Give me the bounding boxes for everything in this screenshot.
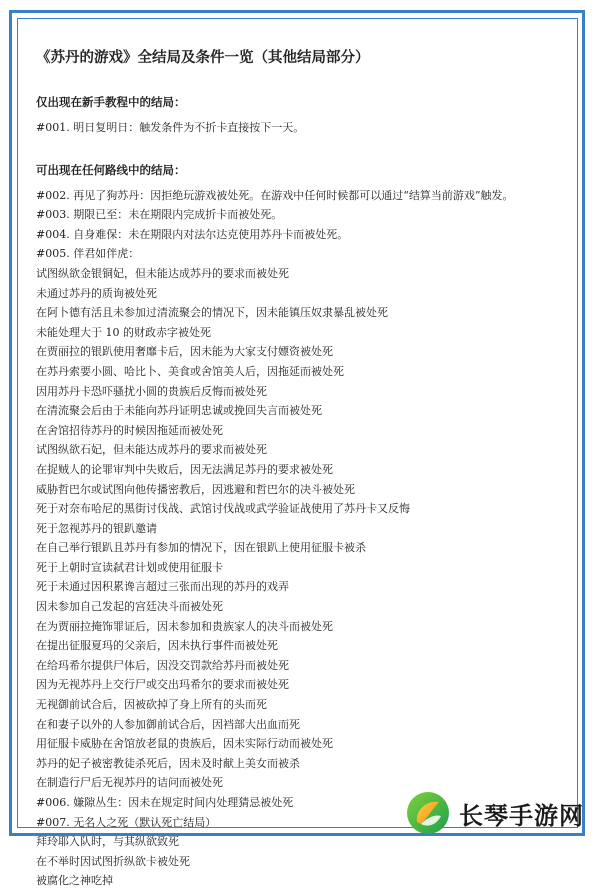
ending-line: 死于未通过因积累谗言超过三张而出现的苏丹的戏弄: [36, 580, 289, 594]
section-list-any-route: [36, 186, 581, 891]
ending-line: #006. 嫌隙丛生：因未在规定时间内处理猜忌被处死: [36, 796, 294, 809]
ending-line: 苏丹的妃子被密教徒杀死后，因未及时献上美女而被杀: [36, 756, 300, 770]
ending-line: 在为贾丽拉掩饰罪证后，因未参加和贵族家人的决斗而被处死: [36, 619, 333, 633]
ending-line: 无视御前试合后，因被砍掉了身上所有的头而死: [36, 698, 267, 712]
site-logo-icon: [405, 790, 451, 836]
ending-line: 在制造行尸后无视苏丹的诘问而被处死: [36, 776, 223, 790]
ending-line: #001. 明日复明日：触发条件为不折卡直接按下一天。: [36, 121, 305, 134]
ending-line: 拜玲耶入队时，与其纵欲致死: [36, 835, 179, 849]
ending-line: 在舍馆招待苏丹的时候因拖延而被处死: [36, 423, 223, 437]
ending-line: 被腐化之神吃掉: [36, 874, 113, 888]
ending-line: 死于对奈布哈尼的黑街讨伐战、武馆讨伐战或武学验证战使用了苏丹卡又反悔: [36, 502, 410, 516]
document-content: [36, 48, 581, 891]
ending-line: 威胁哲巴尔或试图向他传播密教后，因逃避和哲巴尔的决斗被处死: [36, 482, 355, 496]
ending-line: 在贾丽拉的银趴使用奢靡卡后，因未能为大家支付嫖资被处死: [36, 345, 333, 359]
ending-line: 在捉贼人的论罪审判中失败后，因无法满足苏丹的要求被处死: [36, 462, 333, 476]
ending-line: 在阿卜德有活且未参加过清流聚会的情况下，因未能镇压奴隶暴乱被处死: [36, 306, 388, 320]
ending-line: 死于上朝时宣读弑君计划或使用征服卡: [36, 560, 223, 574]
ending-line: #003. 期限已至：未在期限内完成折卡而被处死。: [36, 208, 283, 222]
ending-line: 在和妻子以外的人参加御前试合后，因裆部大出血而死: [36, 717, 300, 731]
watermark-text: 长琴手游网: [459, 801, 584, 830]
ending-line: 因为无视苏丹上交行尸或交出玛希尔的要求而被处死: [36, 678, 289, 692]
ending-line: 用征服卡威胁在舍馆放老鼠的贵族后，因未实际行动而被处死: [36, 737, 333, 751]
ending-line: 未通过苏丹的质询被处死: [36, 286, 157, 300]
section-list-tutorial: [36, 118, 581, 138]
section-heading-any-route: 可出现在任何路线中的结局：: [36, 162, 186, 177]
ending-line: 在给玛希尔提供尸体后，因没交罚款给苏丹而被处死: [36, 658, 289, 672]
ending-line: 因用苏丹卡恐吓骚扰小圆的贵族后反悔而被处死: [36, 384, 267, 398]
ending-line: #007. 无名人之死（默认死亡结局）: [36, 815, 217, 829]
ending-line: 试图纵欲金银铜妃，但未能达成苏丹的要求而被处死: [36, 266, 289, 280]
ending-line: #004. 自身难保：未在期限内对法尔达克使用苏丹卡而被处死。: [36, 227, 349, 241]
ending-line: 死于忽视苏丹的银趴邀请: [36, 521, 157, 535]
ending-line: 在苏丹索要小圆、哈比卜、美食或舍馆美人后，因拖延而被处死: [36, 364, 344, 378]
site-watermark: [405, 790, 584, 836]
ending-line: 试图纵欲石妃，但未能达成苏丹的要求而被处死: [36, 443, 267, 457]
ending-line: #005. 伴君如伴虎：: [36, 247, 140, 261]
ending-line: #002. 再见了狗苏丹：因拒绝玩游戏被处死。在游戏中任何时候都可以通过“结算当前游戏”触发。: [36, 188, 514, 202]
ending-line: 未能处理大于 10 的财政赤字被处死: [36, 325, 211, 339]
page-title: 《苏丹的游戏》全结局及条件一览（其他结局部分）: [36, 50, 370, 66]
ending-line: 在自己举行银趴且苏丹有参加的情况下，因在银趴上使用征服卡被杀: [36, 541, 366, 555]
ending-line: 在不举时因试图折纵欲卡被处死: [36, 854, 190, 868]
ending-line: 在清流聚会后由于未能向苏丹证明忠诚或挽回失言而被处死: [36, 404, 322, 418]
ending-line: 在提出征服夏玛的父亲后，因未执行事件而被处死: [36, 639, 278, 653]
section-heading-tutorial: 仅出现在新手教程中的结局：: [36, 95, 186, 109]
ending-line: 因未参加自己发起的宫廷决斗而被处死: [36, 600, 223, 614]
